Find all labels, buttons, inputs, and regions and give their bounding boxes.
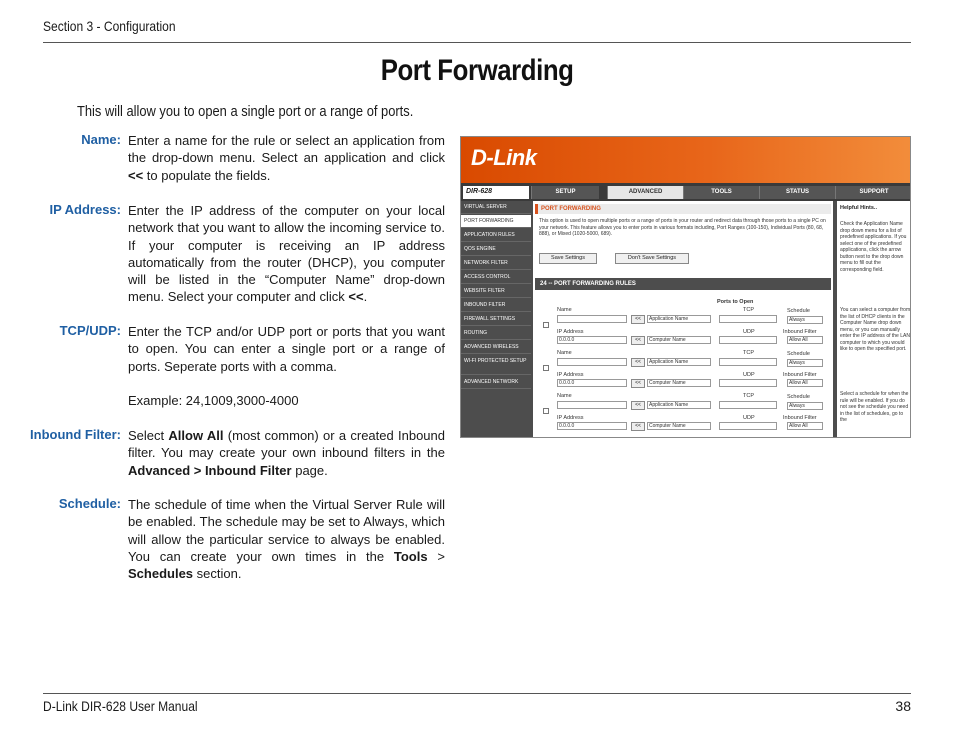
router-copy-button: << (631, 358, 645, 367)
router-enable-checkbox (543, 408, 549, 414)
router-tab-advanced: ADVANCED (607, 186, 683, 199)
router-save-button: Save Settings (539, 253, 597, 264)
page-title: Port Forwarding (380, 54, 574, 87)
router-rules-title: 24 -- PORT FORWARDING RULES (535, 278, 831, 290)
router-filter-select: Allow All (787, 422, 823, 430)
router-col-name: Name (557, 307, 572, 313)
tcp-udp-example: Example: 24,1009,3000-4000 (128, 393, 299, 408)
router-col-filter: Inbound Filter (783, 372, 817, 378)
router-tab-status: STATUS (759, 186, 835, 199)
router-side-item: NETWORK FILTER (461, 257, 531, 270)
router-section-title: PORT FORWARDING (535, 204, 831, 214)
router-col-udp: UDP (743, 372, 755, 378)
router-col-name: Name (557, 393, 572, 399)
desc-inbound-filter: Select Allow All (most common) or a created Inbound filter. You may create your own inbound filters in the Advanced > Inbound Filter page. (128, 428, 445, 478)
router-col-name: Name (557, 350, 572, 356)
router-side-item: VIRTUAL SERVER (461, 201, 531, 214)
router-tab-tools: TOOLS (683, 186, 759, 199)
router-schedule-select: Always (787, 359, 823, 367)
router-udp-input (719, 379, 777, 387)
router-hint: Check the Application Name drop down menu for a list of predefined applications. If you select one of the predefined applications, click the arrow button next to the drop down menu to fill out the corresponding field. (840, 221, 907, 273)
router-ip-input: 0.0.0.0 (557, 422, 627, 430)
bottom-rule (43, 693, 911, 694)
router-app-select: Application Name (647, 358, 711, 366)
router-side-item: QOS ENGINE (461, 243, 531, 256)
router-side-item: WEBSITE FILTER (461, 285, 531, 298)
router-side-item: ACCESS CONTROL (461, 271, 531, 284)
router-app-select: Application Name (647, 401, 711, 409)
router-name-input (557, 315, 627, 323)
router-udp-input (719, 336, 777, 344)
router-dont-save-button: Don't Save Settings (615, 253, 689, 264)
router-side-item: ADVANCED WIRELESS (461, 341, 531, 354)
router-udp-input (719, 422, 777, 430)
router-copy-button: << (631, 379, 645, 388)
router-computer-select: Computer Name (647, 379, 711, 387)
router-section-text: This option is used to open multiple ports or a range of ports in your router and redirect data through those ports to a single PC on your network. This feature allows you to enter ports in various formats including, Port Ranges (100-150), Individual Ports (80, 68, 888), or Mixed (1020-5000, 689). (539, 218, 826, 237)
router-ip-input: 0.0.0.0 (557, 336, 627, 344)
router-schedule-select: Always (787, 316, 823, 324)
router-col-ip: IP Address (557, 372, 584, 378)
router-side-item: ADVANCED NETWORK (461, 376, 531, 389)
router-side-item: FIREWALL SETTINGS (461, 313, 531, 326)
router-col-ip: IP Address (557, 415, 584, 421)
router-hints (835, 201, 911, 438)
term-tcp-udp: TCP/UDP: (59, 323, 121, 338)
router-hint: You can select a computer from the list of DHCP clients in the Computer Name drop down menu, or you can manually enter the IP address of the LAN computer to which you would like to open the specified port. (840, 307, 911, 352)
intro-text: This will allow you to open a single port or a range of ports. (77, 103, 414, 120)
router-main (533, 201, 833, 438)
router-col-udp: UDP (743, 415, 755, 421)
router-tab-support: SUPPORT (835, 186, 911, 199)
router-col-filter: Inbound Filter (783, 415, 817, 421)
router-col-filter: Inbound Filter (783, 329, 817, 335)
router-col-tcp: TCP (743, 393, 754, 399)
router-schedule-select: Always (787, 402, 823, 410)
router-enable-checkbox (543, 322, 549, 328)
router-col-udp: UDP (743, 329, 755, 335)
footer-page-number: 38 (895, 698, 911, 714)
router-enable-checkbox (543, 365, 549, 371)
desc-name: Enter a name for the rule or select an application from the drop-down menu. Select an application and click << to populate the fields. (128, 133, 445, 183)
router-side-item: WI-FI PROTECTED SETUP (461, 355, 531, 375)
router-model: DIR-628 (463, 186, 529, 199)
desc-ip-address: Enter the IP address of the computer on your local network that you want to allow the incoming service to. If your computer is receiving an IP address automatically from the router (DHCP), you computer will be listed in the “Computer Name” drop-down menu. Select your computer and click <<. (128, 203, 445, 305)
router-copy-button: << (631, 336, 645, 345)
router-col-ip: IP Address (557, 329, 584, 335)
term-name: Name: (81, 132, 121, 147)
router-col-schedule: Schedule (787, 308, 810, 314)
dlink-logo: D-Link (471, 145, 537, 170)
router-sidebar (461, 201, 531, 438)
term-ip-address: IP Address: (49, 202, 121, 217)
router-banner (461, 137, 911, 183)
router-tcp-input (719, 401, 777, 409)
router-side-item: PORT FORWARDING (461, 215, 531, 228)
router-col-tcp: TCP (743, 350, 754, 356)
desc-tcp-udp: Enter the TCP and/or UDP port or ports that you want to open. You can enter a single port or a range of ports. Seperate ports with a comma. (128, 324, 445, 374)
top-rule (43, 42, 911, 43)
term-inbound-filter: Inbound Filter: (30, 427, 121, 442)
router-filter-select: Allow All (787, 379, 823, 387)
router-hints-title: Helpful Hints.. (840, 205, 877, 211)
router-tcp-input (719, 315, 777, 323)
router-ports-to-open: Ports to Open (717, 299, 754, 305)
router-tcp-input (719, 358, 777, 366)
router-screenshot (460, 136, 911, 438)
router-copy-button: << (631, 315, 645, 324)
term-schedule: Schedule: (58, 496, 121, 511)
router-side-item: APPLICATION RULES (461, 229, 531, 242)
router-col-schedule: Schedule (787, 351, 810, 357)
router-computer-select: Computer Name (647, 422, 711, 430)
router-col-tcp: TCP (743, 307, 754, 313)
router-ip-input: 0.0.0.0 (557, 379, 627, 387)
router-col-schedule: Schedule (787, 394, 810, 400)
desc-schedule: The schedule of time when the Virtual Server Rule will be enabled. The schedule may be set to Always, which will allow the particular service to always be enabled. You can create your own times in the Tools > Schedules section. (128, 497, 445, 582)
router-side-item: ROUTING (461, 327, 531, 340)
router-tab-setup: SETUP (531, 186, 599, 199)
router-hint: Select a schedule for when the rule will be enabled. If you do not see the schedule you need in the list of schedules, go to the (840, 391, 909, 423)
section-header: Section 3 - Configuration (43, 18, 176, 34)
footer-manual-name: D-Link DIR-628 User Manual (43, 698, 198, 714)
router-copy-button: << (631, 401, 645, 410)
router-app-select: Application Name (647, 315, 711, 323)
router-computer-select: Computer Name (647, 336, 711, 344)
router-name-input (557, 401, 627, 409)
router-side-item: INBOUND FILTER (461, 299, 531, 312)
router-name-input (557, 358, 627, 366)
router-filter-select: Allow All (787, 336, 823, 344)
router-copy-button: << (631, 422, 645, 431)
